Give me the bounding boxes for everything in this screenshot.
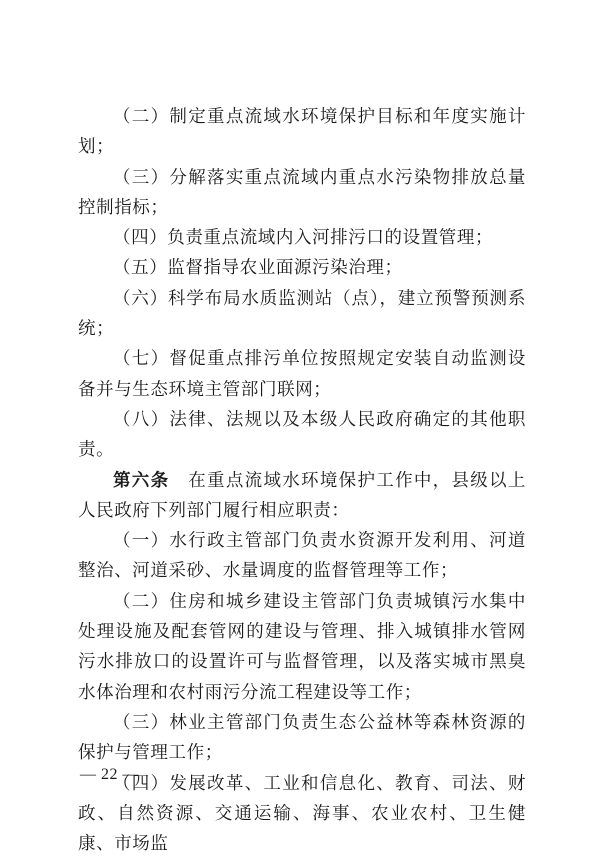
paragraph-text: （三）分解落实重点流域内重点水污染物排放总量控制指标； [78, 167, 526, 218]
paragraph-text: （二）住房和城乡建设主管部门负责城镇污水集中处理设施及配套管网的建设与管理、排入城镇排水管网污水排放口的设置许可与监督管理，以及落实城市黑臭水体治理和农村雨污分流工程建设等工作； [78, 591, 526, 703]
paragraph-text: （一）水行政主管部门负责水资源开发利用、河道整治、河道采砂、水量调度的监督管理等工作； [78, 531, 526, 582]
paragraph [78, 405, 526, 466]
paragraph-text: （四）负责重点流域内入河排污口的设置管理； [113, 228, 494, 249]
paragraph-text: （五）监督指导农业面源污染治理； [113, 258, 403, 279]
paragraph [78, 284, 526, 345]
paragraph [78, 708, 526, 769]
paragraph [78, 769, 526, 859]
paragraph-text: （四）发展改革、工业和信息化、教育、司法、财政、自然资源、交通运输、海事、农业农村、卫生健康、市场监 [78, 773, 526, 855]
paragraph [78, 344, 526, 405]
article-paragraph [78, 466, 526, 527]
paragraph-text: （二）制定重点流域水环境保护目标和年度实施计划； [78, 107, 526, 158]
document-body [78, 102, 526, 859]
paragraph-text: 在重点流域水环境保护工作中，县级以上人民政府下列部门履行相应职责： [78, 470, 526, 521]
paragraph [78, 102, 526, 163]
page-number: — 22 — [80, 766, 139, 783]
paragraph [78, 163, 526, 224]
paragraph [78, 253, 526, 283]
paragraph [78, 526, 526, 587]
paragraph-text: （八）法律、法规以及本级人民政府确定的其他职责。 [78, 409, 526, 461]
article-number: 第六条 [113, 470, 170, 491]
paragraph-text: （七）督促重点排污单位按照规定安装自动监测设备并与生态环境主管部门联网； [78, 349, 526, 400]
paragraph-text: （三）林业主管部门负责生态公益林等森林资源的保护与管理工作； [78, 712, 526, 764]
paragraph [78, 587, 526, 708]
paragraph-text: （六）科学布局水质监测站（点），建立预警预测系统； [78, 288, 526, 340]
paragraph [78, 223, 526, 253]
